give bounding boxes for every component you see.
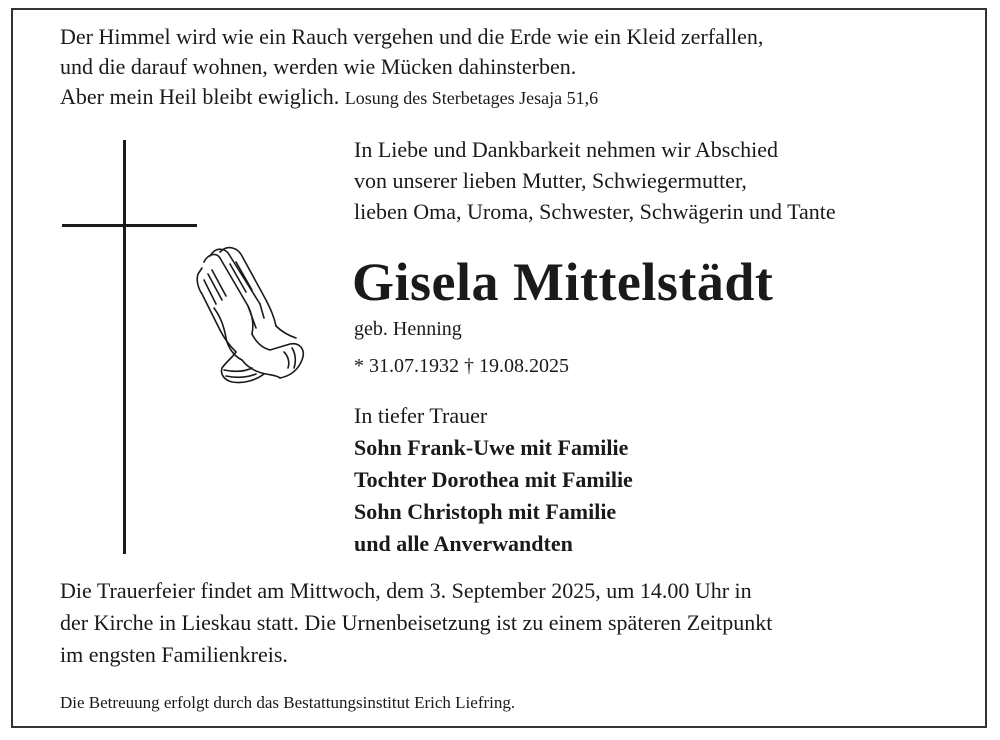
- praying-hands-icon: [190, 244, 310, 386]
- funeral-home-note: Die Betreuung erfolgt durch das Bestattungsinstitut Erich Liefring.: [60, 693, 516, 712]
- intro-line: von unserer lieben Mutter, Schwiegermutter,: [354, 168, 747, 193]
- verse-line-text: Aber mein Heil bleibt ewiglich.: [60, 84, 340, 109]
- life-dates: * 31.07.1932 † 19.08.2025: [354, 355, 569, 377]
- verse-line-last: [60, 82, 763, 113]
- cross-vertical-bar: [123, 140, 126, 554]
- mourner-family: Tochter Dorothea mit Familie: [354, 467, 633, 492]
- ceremony-info: [60, 575, 772, 671]
- mourners-block: [354, 400, 633, 560]
- mourners-heading: In tiefer Trauer: [354, 403, 488, 428]
- intro-line: lieben Oma, Uroma, Schwester, Schwägerin und Tante: [354, 199, 836, 224]
- mourner-family: Sohn Frank-Uwe mit Familie: [354, 435, 629, 460]
- verse-line: Der Himmel wird wie ein Rauch vergehen und die Erde wie ein Kleid zerfallen,: [60, 24, 764, 49]
- intro-line: In Liebe und Dankbarkeit nehmen wir Abschied: [354, 137, 778, 162]
- verse-line: und die darauf wohnen, werden wie Mücken dahinsterben.: [60, 54, 577, 79]
- mourner-family: und alle Anverwandten: [354, 531, 573, 556]
- deceased-name: Gisela Mittelstädt: [352, 252, 774, 312]
- mourner-family: Sohn Christoph mit Familie: [354, 499, 617, 524]
- ceremony-line: Die Trauerfeier findet am Mittwoch, dem 3. September 2025, um 14.00 Uhr in: [60, 578, 752, 603]
- farewell-intro: [354, 134, 836, 227]
- cross-horizontal-bar: [62, 224, 197, 227]
- bible-verse: [60, 22, 763, 113]
- verse-reference: Losung des Sterbetages Jesaja 51,6: [344, 88, 599, 108]
- ceremony-line: im engsten Familienkreis.: [60, 642, 288, 667]
- maiden-name: geb. Henning: [354, 318, 462, 340]
- ceremony-line: der Kirche in Lieskau statt. Die Urnenbeisetzung ist zu einem späteren Zeitpunkt: [60, 610, 773, 635]
